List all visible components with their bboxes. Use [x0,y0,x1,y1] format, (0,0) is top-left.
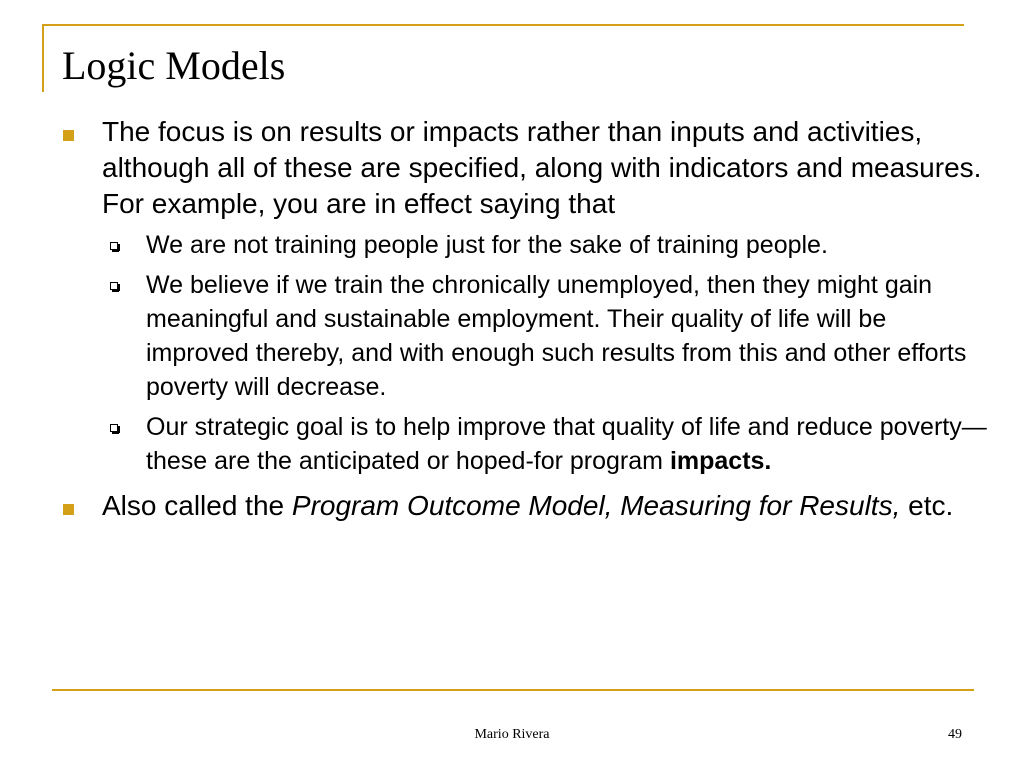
bottom-rule [52,689,974,691]
bold-emphasis: impacts. [669,447,772,475]
footer-author: Mario Rivera [474,727,550,742]
slide-body [62,114,992,530]
top-rule [42,24,964,26]
square-bullet-icon [63,130,74,141]
left-rule [42,24,44,92]
boxed-bullet-icon [110,424,118,432]
boxed-bullet-icon [110,282,118,290]
square-bullet-icon [63,504,74,515]
sub-bullet-item [106,410,992,478]
bullet-text: The focus is on results or impacts rather than inputs and activities, although all of these are specified, along with indicators and measures. For example, you are in effect saying that [102,116,982,219]
sub-bullet-list [106,228,992,478]
slide-title: Logic Models [62,43,286,88]
page-number: 49 [948,727,962,742]
boxed-bullet-icon [110,242,118,250]
sub-bullet-text: We believe if we train the chronically unemployed, then they might gain meaningful and sustainable employment. Their quality of life will be improved thereby, and with enough such results from this and other efforts poverty will decrease. [146,271,967,401]
bullet-text-lead: Also called the [102,490,292,521]
sub-bullet-text: We are not training people just for the sake of training people. [146,231,828,259]
bullet-item [62,488,992,524]
bullet-text-tail: etc. [900,490,954,521]
bullet-text [102,490,953,521]
italic-emphasis: Program Outcome Model, Measuring for Results, [291,490,901,521]
sub-bullet-item [106,228,992,262]
sub-bullet-text [146,413,987,475]
bullet-item [62,114,992,222]
sub-bullet-item [106,268,992,404]
sub-bullet-text-lead: Our strategic goal is to help improve that quality of life and reduce poverty—these are the anticipated or hoped-for program [146,413,987,475]
